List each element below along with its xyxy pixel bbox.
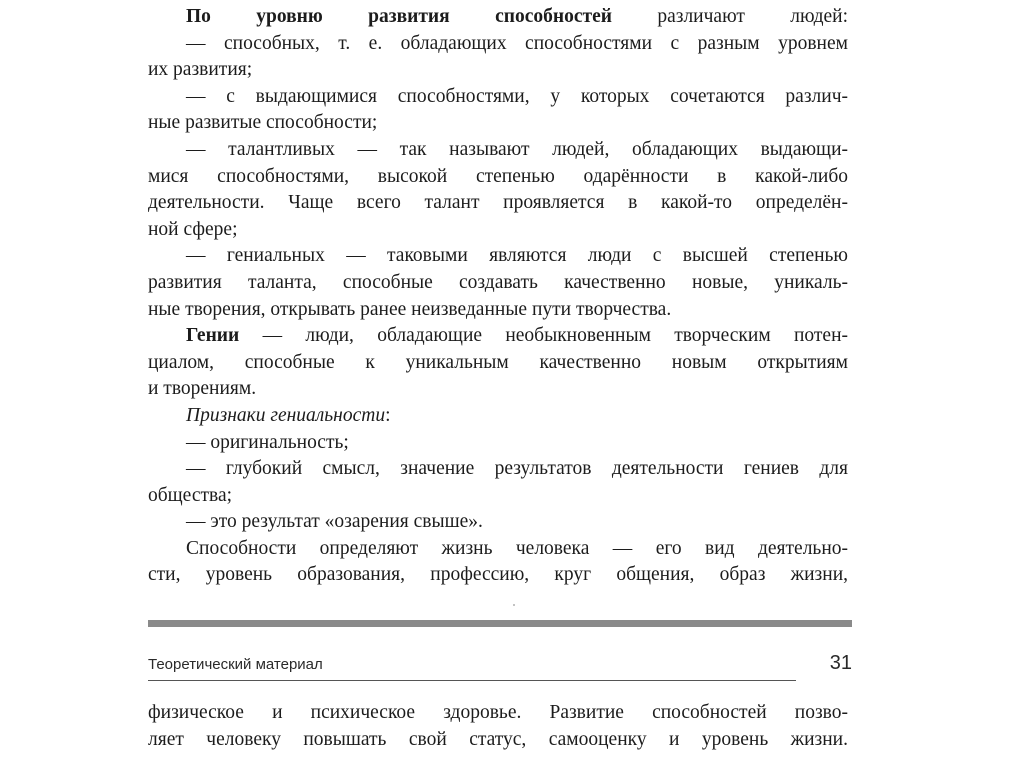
page-divider (148, 620, 852, 627)
running-footer (148, 650, 852, 684)
text-line: ной сфере; (148, 218, 238, 240)
text-line: ные творения, открывать ранее неизведанные пути творчества. (148, 298, 672, 320)
text-line: ные развитые способности; (148, 112, 378, 134)
text-line: — способных, т. е. обладающих способностями с разным уровнем (186, 32, 848, 54)
text-line: физическое и психическое здоровье. Развитие способностей позво- (148, 702, 848, 723)
text-line: общества; (148, 484, 233, 506)
text-line: и творениям. (148, 378, 257, 400)
heading-colon: : (385, 404, 391, 426)
text-line: деятельности. Чаще всего талант проявляется в какой-то определён- (148, 192, 848, 214)
paragraph-ability-levels (148, 4, 848, 31)
paragraph-genii (148, 323, 848, 350)
footer-rule (148, 680, 796, 681)
text-line: их развития; (148, 59, 253, 81)
bold-term-ability-levels: По уровню развития способностей (186, 6, 612, 27)
signs-heading (148, 403, 848, 430)
text-line: — талантливых — так называют людей, обладающих выдающи- (186, 138, 848, 160)
upper-text-block (148, 4, 848, 589)
section-title: Теоретический материал (148, 656, 323, 673)
text-line: циалом, способные к уникальным качественно новым открытиям (148, 351, 848, 373)
text-line: ляет человеку повышать свой статус, самооценку и уровень жизни. (148, 728, 848, 750)
list-item: — оригинальность; (186, 431, 349, 453)
paragraph-text: — люди, обладающие необыкновенным творческим потен- (262, 325, 848, 347)
text-line: развития таланта, способные создавать качественно новые, уникаль- (148, 271, 848, 293)
text-line: Способности определяют жизнь человека — его вид деятельно- (186, 537, 848, 559)
text-line: сти, уровень образования, профессию, круг общения, образ жизни, (148, 564, 848, 586)
list-item: — это результат «озарения свыше». (186, 511, 483, 533)
paragraph-text: различают людей: (657, 6, 849, 27)
text-line: — с выдающимися способностями, у которых сочетаются различ- (186, 85, 848, 107)
bold-term-genii: Гении (186, 325, 240, 347)
list-item: — глубокий смысл, значение результатов деятельности гениев для (186, 458, 848, 480)
page-number: 31 (829, 652, 852, 674)
lower-text-block (148, 700, 848, 753)
text-line: — гениальных — таковыми являются люди с высшей степенью (186, 245, 848, 267)
italic-heading-signs-of-genius: Признаки гениальности (186, 404, 386, 426)
scan-speck (513, 604, 515, 606)
text-line: мися способностями, высокой степенью одарённости в какой-либо (148, 165, 848, 187)
